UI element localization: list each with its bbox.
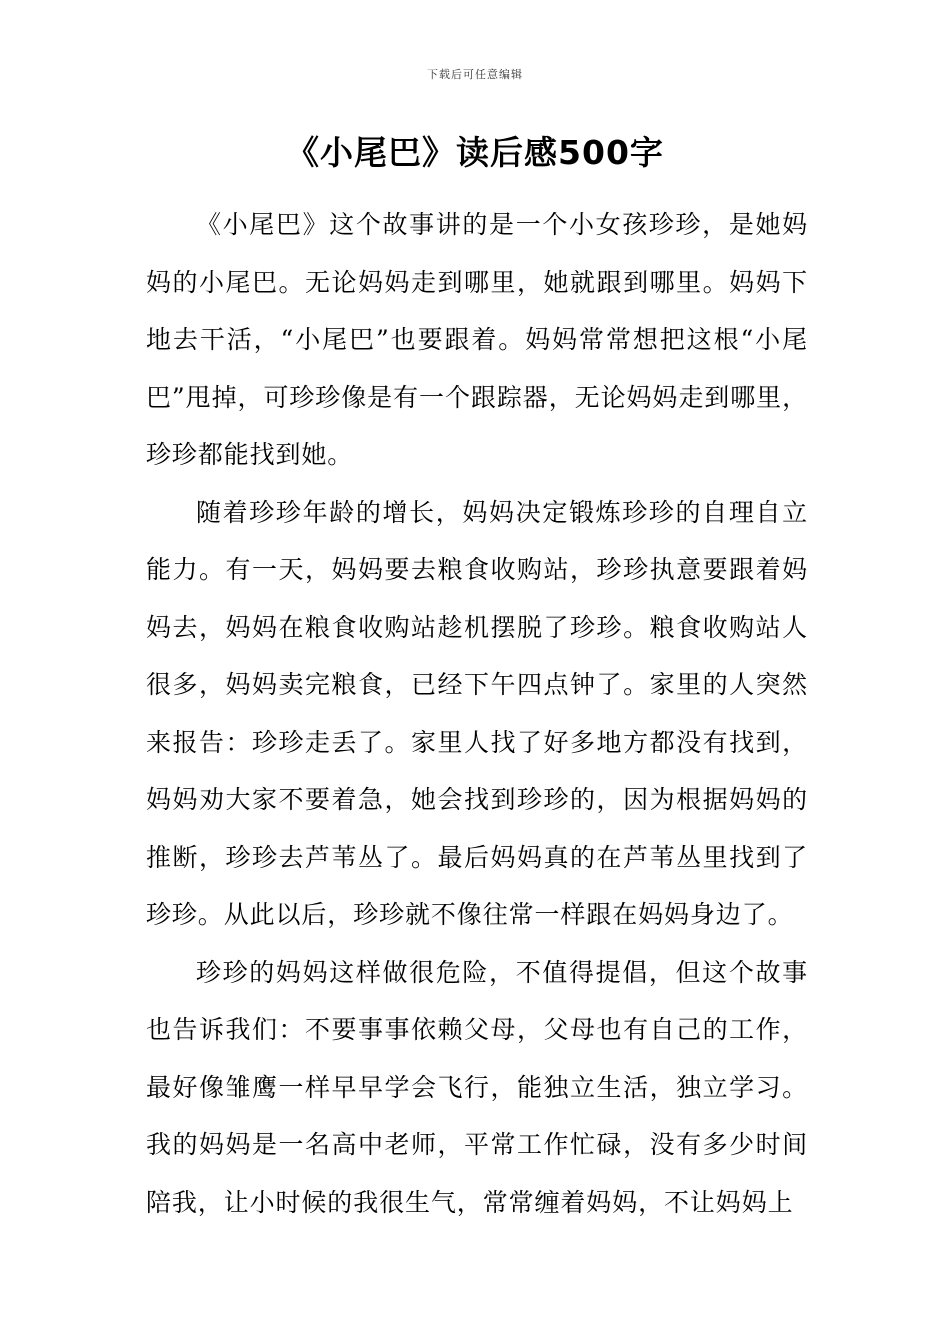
document-body <box>146 196 808 1231</box>
header-note: 下载后可任意编辑 <box>427 68 523 81</box>
paragraph-3: 珍珍的妈妈这样做很危险，不值得提倡，但这个故事也告诉我们：不要事事依赖父母，父母也有自己的工作，最好像雏鹰一样早早学会飞行，能独立生活，独立学习。我的妈妈是一名高中老师，平常工作忙碌，没有多少时间陪我，让小时候的我很生气，常常缠着妈妈，不让妈妈上 <box>146 957 808 1217</box>
document-title: 《小尾巴》读后感500字 <box>286 133 664 172</box>
paragraph-1: 《小尾巴》这个故事讲的是一个小女孩珍珍，是她妈妈的小尾巴。无论妈妈走到哪里，她就跟到哪里。妈妈下地去干活，“小尾巴”也要跟着。妈妈常常想把这根“小尾巴”甩掉，可珍珍像是有一个跟踪器，无论妈妈走到哪里，珍珍都能找到她。 <box>146 210 808 469</box>
paragraph-2: 随着珍珍年龄的增长，妈妈决定锻炼珍珍的自理自立能力。有一天，妈妈要去粮食收购站，珍珍执意要跟着妈妈去，妈妈在粮食收购站趁机摆脱了珍珍。粮食收购站人很多，妈妈卖完粮食，已经下午四点钟了。家里的人突然来报告：珍珍走丢了。家里人找了好多地方都没有找到，妈妈劝大家不要着急，她会找到珍珍的，因为根据妈妈的推断，珍珍去芦苇丛了。最后妈妈真的在芦苇丛里找到了珍珍。从此以后，珍珍就不像往常一样跟在妈妈身边了。 <box>146 497 808 929</box>
